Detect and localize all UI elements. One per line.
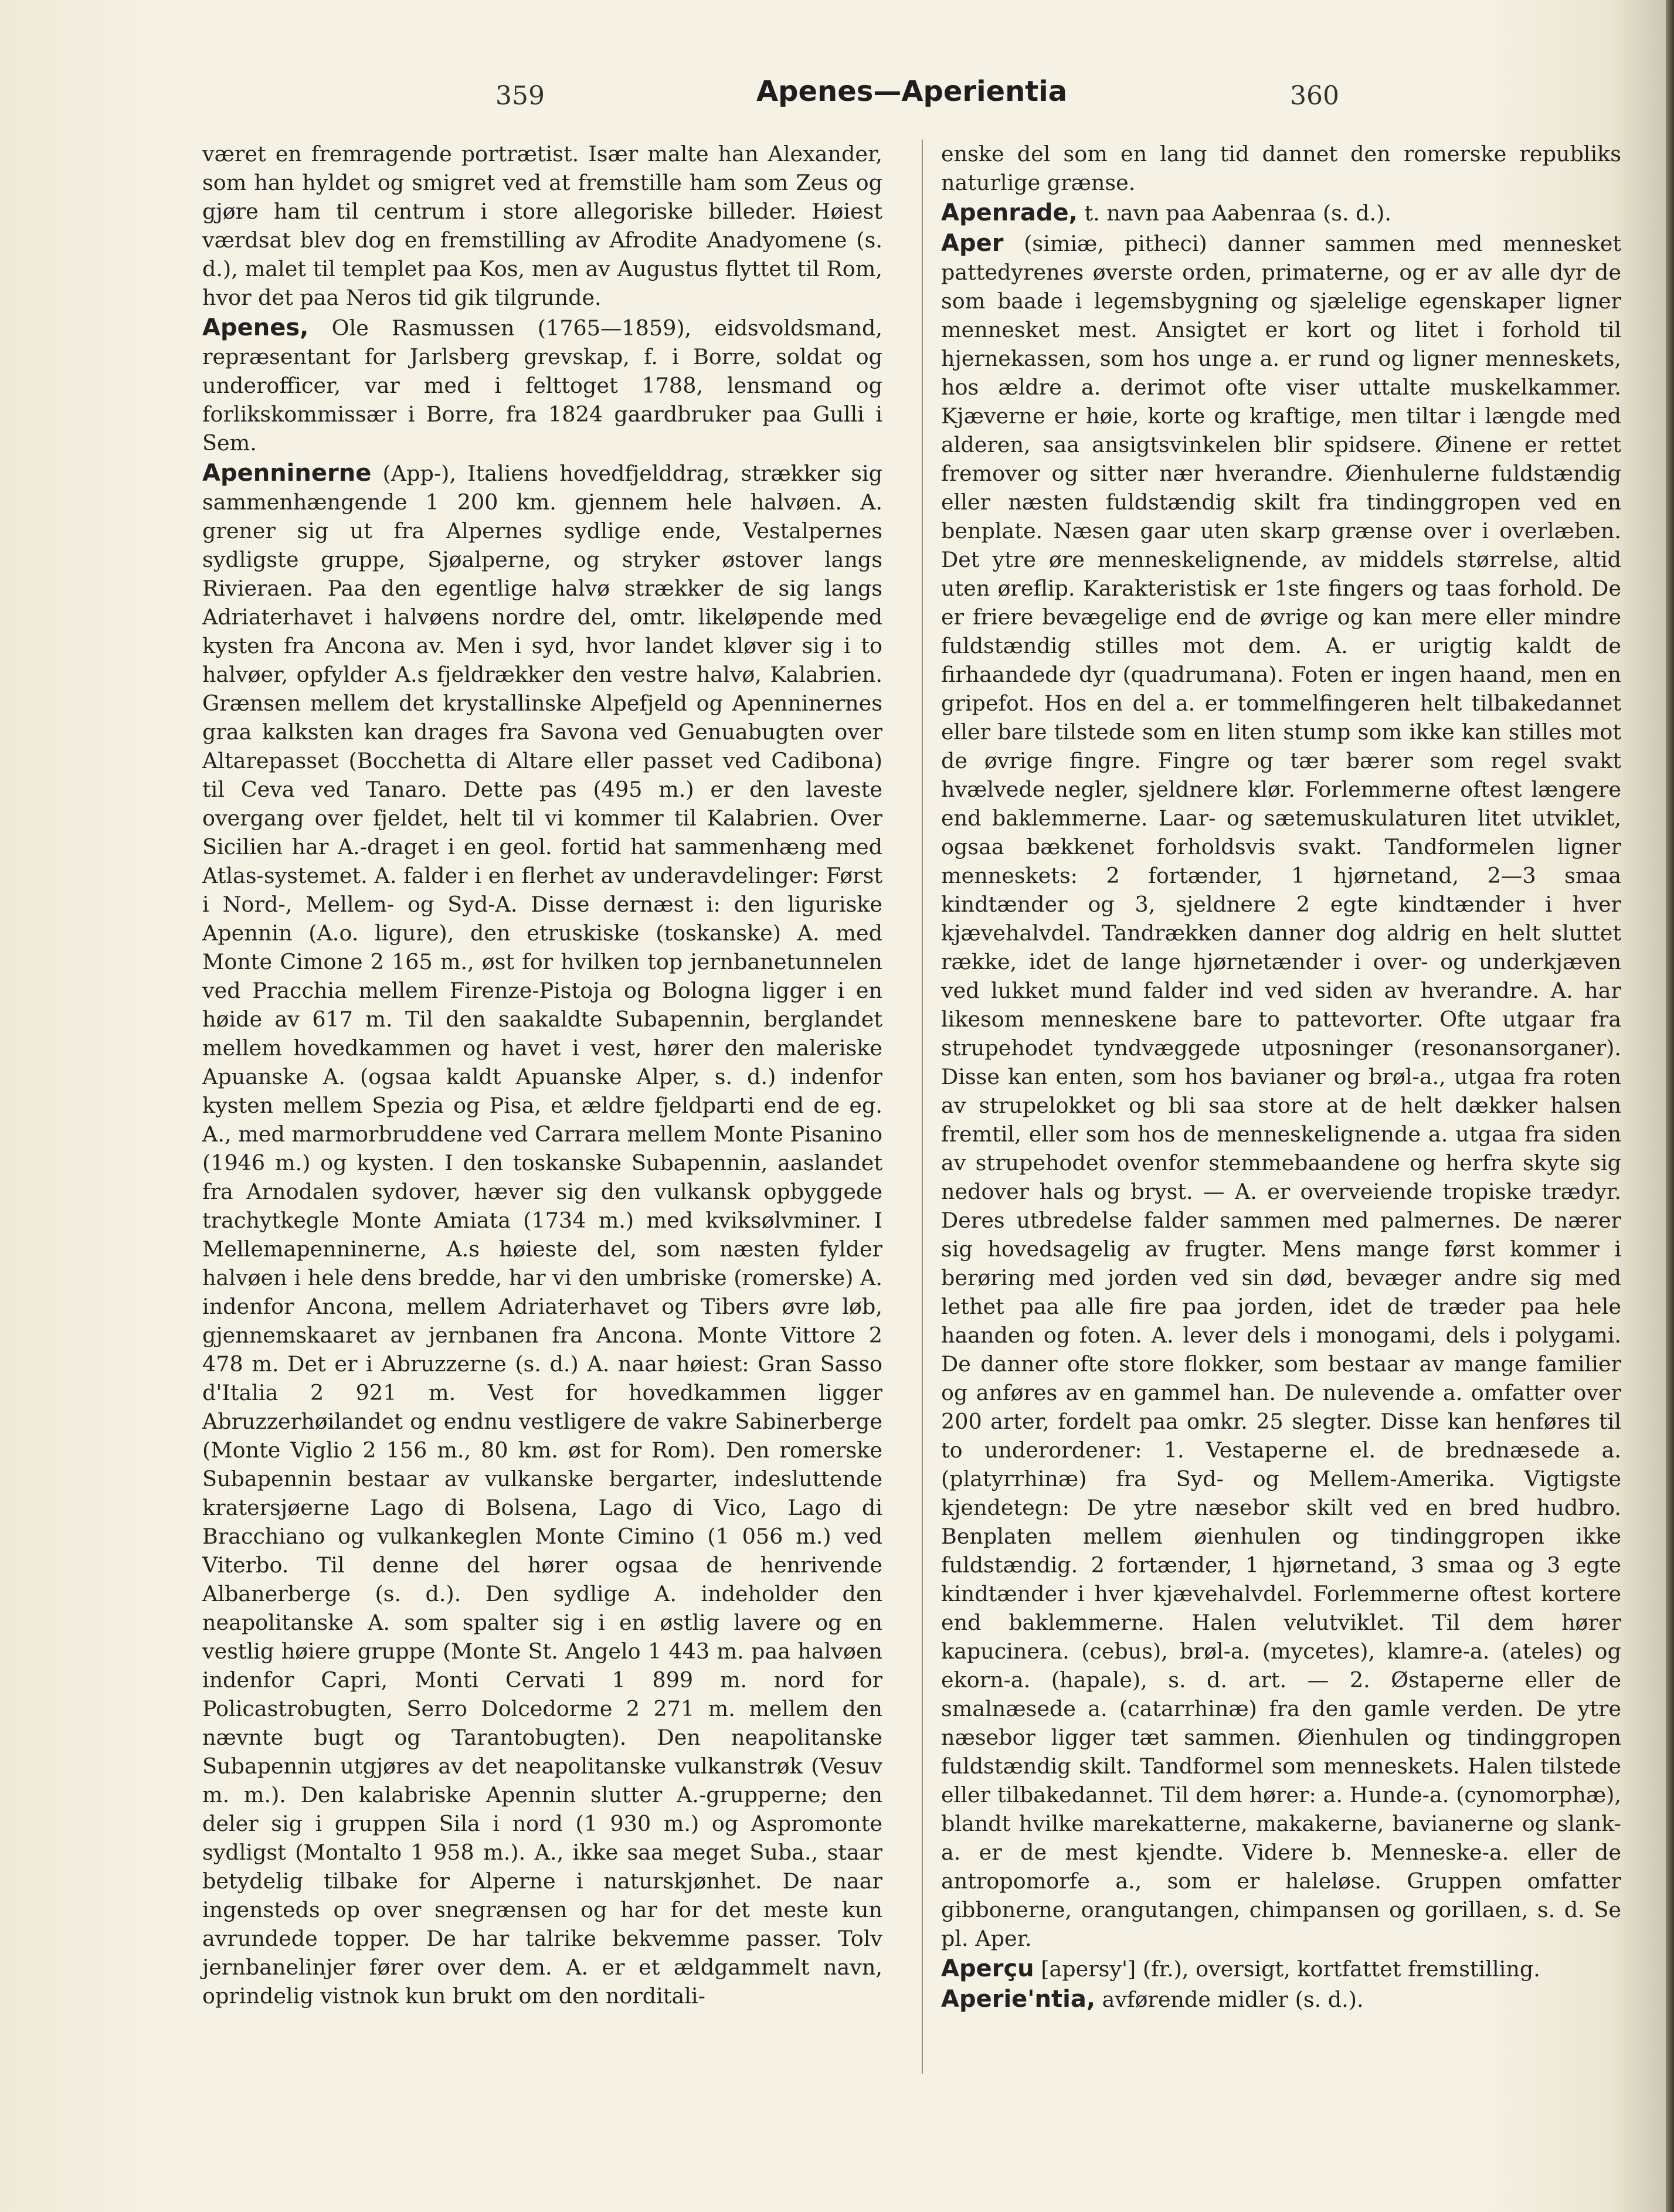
left-column	[202, 140, 882, 2012]
entry-apenes	[202, 314, 882, 457]
entry-apenninerne	[202, 459, 882, 2010]
headword: Apenrade,	[941, 199, 1078, 226]
headword: Aperçu	[941, 1955, 1034, 1982]
column-divider	[922, 140, 923, 2074]
entry-aperientia	[941, 1985, 1621, 2014]
entry-text: t. navn paa Aabenraa (s. d.).	[1084, 201, 1391, 226]
right-column	[941, 140, 1621, 2016]
entry-text: været en fremragende portrætist. Især malte han Alexander, som han hyldet og smigret ved at fremstille ham som Zeus og gjøre ham til centrum i store allegoriske billeder. Høiest værdsat blev dog en fremstilling av Afrodite Anadyomene (s. d.), malet til templet paa Kos, men av Augustus flyttet til Rom, hvor det paa Neros tid gik tilgrunde.	[202, 141, 882, 310]
entry-text: (App-), Italiens hovedfjelddrag, strækker sig sammenhængende 1 200 km. gjennem hele halvøen. A. grener sig ut fra Alpernes sydlige ende, Vestalpernes sydligste gruppe, Sjøalperne, og stryker østover langs Rivieraen. Paa den egentlige halvø strækker de sig langs Adriaterhavet i halvøens nordre del, omtr. likeløpende med kysten fra Ancona av. Men i syd, hvor landet kløver sig i to halvøer, opfylder A.s fjeldrækker den vestre halvø, Kalabrien. Grænsen mellem det krystallinske Alpefjeld og Apenninernes graa kalksten kan drages fra Savona ved Genuabugten over Altarepasset (Bocchetta di Altare eller passet ved Cadibona) til Ceva ved Tanaro. Dette pas (495 m.) er den laveste overgang over fjeldet, helt til vi kommer til Kalabrien. Over Sicilien har A.-draget i en geol. fortid hat sammenhæng med Atlas-systemet. A. falder i en flerhet av underavdelinger: Først i Nord-, Mellem- og Syd-A. Disse dernæst i: den liguriske Apennin (A.o. ligure), den etruskiske (toskanske) A. med Monte Cimone 2 165 m., øst for hvilken top jernbanetunnelen ved Pracchia mellem Firenze-Pistoja og Bologna ligger i en høide av 617 m. Til den saakaldte Subapennin, berglandet mellem hovedkammen og havet i vest, hører den maleriske Apuanske A. (ogsaa kaldt Apuanske Alper, s. d.) indenfor kysten mellem Spezia og Pisa, et ældre fjeldparti end de eg. A., med marmorbruddene ved Carrara mellem Monte Pisanino (1946 m.) og kysten. I den toskanske Subapennin, aaslandet fra Arnodalen sydover, hæver sig den vulkansk opbyggede trachytkegle Monte Amiata (1734 m.) med kviksølvminer. I Mellemapenninerne, A.s høieste del, som næsten fylder halvøen i hele dens bredde, har vi den umbriske (romerske) A. indenfor Ancona, mellem Adriaterhavet og Tibers øvre løb, gjennemskaaret av jernbanen fra Ancona. Monte Vittore 2 478 m. Det er i Abruzzerne (s. d.) A. naar høiest: Gran Sasso d'Italia 2 921 m. Vest for hovedkammen ligger Abruzzerhøilandet og endnu vestligere de vakre Sabinerberge (Monte Viglio 2 156 m., 80 km. øst for Rom). Den romerske Subapennin bestaar av vulkanske bergarter, indesluttende kratersjøerne Lago di Bolsena, Lago di Vico, Lago di Bracchiano og vulkankeglen Monte Cimino (1 056 m.) ved Viterbo. Til denne del hører ogsaa de henrivende Albanerberge (s. d.). Den sydlige A. indeholder den neapolitanske A. som spalter sig i en østlig lavere og en vestlig høiere gruppe (Monte St. Angelo 1 443 m. paa halvøen indenfor Capri, Monti Cervati 1 899 m. nord for Policastrobugten, Serro Dolcedorme 2 271 m. mellem den nævnte bugt og Tarantobugten). Den neapolitanske Subapennin utgjøres av det neapolitanske vulkanstrøk (Vesuv m. m.). Den kalabriske Apennin slutter A.-grupperne; den deler sig i gruppen Sila i nord (1 930 m.) og Aspromonte sydligst (Montalto 1 958 m.). A., ikke saa meget Suba., staar betydelig tilbake for Alperne i naturskjønhet. De naar ingensteds op over snegrænsen og har for det meste kun avrundede topper. De har talrike bekvemme passer. Tolv jernbanelinjer fører over dem. A. er et ældgammelt navn, oprindelig vistnok kun brukt om den norditali-	[202, 461, 882, 2009]
page-header	[202, 75, 1621, 122]
entry-text: enske del som en lang tid dannet den romerske republiks naturlige grænse.	[941, 141, 1621, 195]
headword: Apenes,	[202, 314, 309, 341]
book-edge-shadow	[1666, 0, 1674, 2212]
entry-aper	[941, 229, 1621, 1953]
entry-text: [apersy'] (fr.), oversigt, kortfattet fremstilling.	[1041, 1956, 1540, 1982]
entry-text: avførende midler (s. d.).	[1102, 1987, 1364, 2012]
entry-continuation	[202, 140, 882, 312]
entry-text: Ole Rasmussen (1765—1859), eidsvoldsmand, repræsentant for Jarlsberg grevskap, f. i Borre, soldat og underofficer, var med i felttoget 1788, lensmand og forlikskommissær i Borre, fra 1824 gaardbruker paa Gulli i Sem.	[202, 315, 882, 456]
headword: Aperie'ntia,	[941, 1986, 1096, 2013]
page-number-left: 359	[495, 81, 545, 111]
headword: Aper	[941, 230, 1004, 257]
entry-text: (simiæ, pitheci) danner sammen med mennesket pattedyrenes øverste orden, primaterne, og er av alle dyr de som baade i legemsbygning og sjælelige egenskaper ligner mennesket mest. Ansigtet er kort og litet i forhold til hjernekassen, som hos unge a. er rund og ligner menneskets, hos ældre a. derimot ofte viser uttalte muskelkammer. Kjæverne er høie, korte og kraftige, men tiltar i længde med alderen, saa ansigtsvinkelen blir spidsere. Øinene er rettet fremover og sitter nær hverandre. Øienhulerne fuldstændig eller næsten fuldstændig skilt fra tindinggropen ved en benplate. Næsen gaar uten skarp grænse over i overlæben. Det ytre øre menneskelignende, av middels størrelse, altid uten øreflip. Karakteristisk er 1ste fingers og taas forhold. De er friere bevægelige end de øvrige og kan mere eller mindre fuldstændig stilles mot dem. A. er urigtig kaldt de firhaandede dyr (quadrumana). Foten er ingen haand, men en gripefot. Hos en del a. er tommelfingeren helt tilbakedannet eller bare tilstede som en liten stump som ikke kan stilles mot de øvrige fingre. Fingre og tær bærer som regel svakt hvælvede negler, sjeldnere klør. Forlemmerne oftest længere end baklemmerne. Laar- og sætemuskulaturen litet utviklet, ogsaa bækkenet forholdsvis svakt. Tandformelen ligner menneskets: 2 fortænder, 1 hjørnetand, 2—3 smaa kindtænder og 3, sjeldnere 2 egte kindtænder i hver kjævehalvdel. Tandrækken danner dog aldrig en helt sluttet række, idet de lange hjørnetænder i over- og underkjæven ved lukket mund falder ind ved siden av hverandre. A. har likesom menneskene bare to pattevorter. Ofte utgaar fra strupehodet tyndvæggede utposninger (resonansorganer). Disse kan enten, som hos bavianer og brøl-a., utgaa fra roten av strupelokket og bli saa store at de helt dækker halsen fremtil, eller som hos de menneskelignende a. utgaa fra siden av strupehodet ovenfor stemmebaandene og herfra skyte sig nedover hals og bryst. — A. er overveiende tropiske trædyr. Deres utbredelse falder sammen med palmernes. De nærer sig hovedsagelig av frugter. Mens mange først kommer i berøring med jorden ved sin død, bevæger andre sig med lethet paa alle fire paa jorden, idet de træder paa hele haanden og foten. A. lever dels i monogami, dels i polygami. De danner ofte store flokker, som bestaar av mange familier og anføres av en gammel han. De nulevende a. omfatter over 200 arter, fordelt paa omkr. 25 slegter. Disse kan henføres til to underordener: 1. Vestaperne el. de brednæsede a. (platyrrhinæ) fra Syd- og Mellem-Amerika. Vigtigste kjendetegn: De ytre næsebor skilt ved en bred hudbro. Benplaten mellem øienhulen og tindinggropen ikke fuldstændig. 2 fortænder, 1 hjørnetand, 3 smaa og 3 egte kindtænder i hver kjævehalvdel. Forlemmerne oftest kortere end baklemmerne. Halen velutviklet. Til dem hører kapucinera. (cebus), brøl-a. (mycetes), klamre-a. (ateles) og ekorn-a. (hapale), s. d. art. — 2. Østaperne eller de smalnæsede a. (catarrhinæ) fra den gamle verden. De ytre næsebor ligger tæt sammen. Øienhulen og tindinggropen fuldstændig skilt. Tandformel som menneskets. Halen tilstede eller tilbakedannet. Til dem hører: a. Hunde-a. (cynomorphæ), blandt hvilke marekatterne, makakerne, bavianerne og slank-a. er de mest kjendte. Videre b. Menneske-a. eller de antropomorfe a., som er haleløse. Gruppen omfatter gibbonerne, orangutangen, chimpansen og gorillaen, s. d. Se pl. Aper.	[941, 231, 1621, 1951]
entry-continuation	[941, 140, 1621, 197]
page-number-right: 360	[1290, 81, 1339, 111]
entry-apenrade	[941, 199, 1621, 227]
running-head: Apenes—Aperientia	[756, 75, 1068, 108]
headword: Apenninerne	[202, 460, 372, 487]
entry-apercu	[941, 1955, 1621, 1983]
